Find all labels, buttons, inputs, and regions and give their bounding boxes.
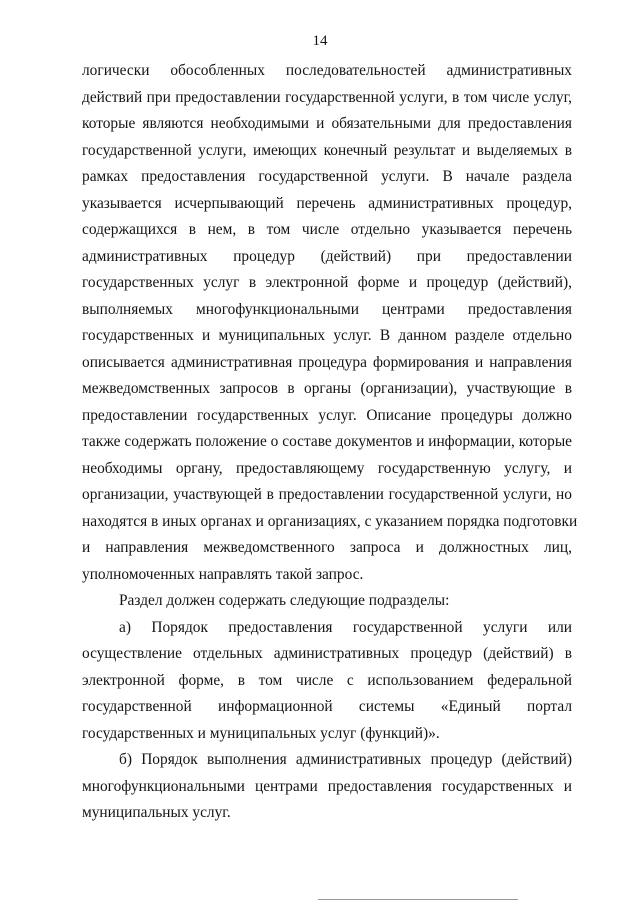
text-line: электронной форме, в том числе с использованием федеральной bbox=[82, 671, 572, 689]
text-line: содержащихся в нем, в том числе отдельно указывается перечень bbox=[82, 221, 572, 238]
paragraph bbox=[82, 58, 578, 588]
page-number: 14 bbox=[312, 33, 328, 49]
text-line: описывается административная процедура формирования и направления bbox=[82, 353, 572, 371]
text-line: государственной услуги, имеющих конечный результат и выделяемых в bbox=[82, 141, 572, 159]
text-line: уполномоченных направлять такой запрос. bbox=[82, 565, 364, 583]
text-line: межведомственных запросов в органы (организации), участвующие в bbox=[82, 380, 572, 397]
text-line: государственных и муниципальных услуг. В данном разделе отдельно bbox=[82, 327, 572, 344]
paragraph bbox=[82, 615, 572, 748]
text-line: многофункциональными центрами предоставления государственных и bbox=[82, 777, 572, 795]
text-line: находятся в иных органах и организациях, с указанием порядка подготовки bbox=[82, 512, 578, 530]
text-line: выполняемых многофункциональными центрами предоставления bbox=[82, 300, 572, 318]
text-line: осуществление отдельных административных процедур (действий) в bbox=[82, 645, 572, 662]
text-line: Раздел должен содержать следующие подразделы: bbox=[119, 592, 450, 609]
text-line: рамках предоставления государственной услуги. В начале раздела bbox=[82, 168, 572, 185]
text-line: а) Порядок предоставления государственной услуги или bbox=[119, 618, 572, 636]
text-line: муниципальных услуг. bbox=[82, 804, 231, 821]
text-line: б) Порядок выполнения административных процедур (действий) bbox=[119, 751, 572, 768]
text-line: предоставлении государственных услуг. Описание процедуры должно bbox=[82, 406, 572, 424]
text-line: действий при предоставлении государственной услуги, в том числе услуг, bbox=[82, 88, 572, 106]
text-line: государственной информационной системы «Единый портал bbox=[82, 698, 572, 715]
text-line: логически обособленных последовательностей административных bbox=[82, 62, 572, 79]
text-line: государственных услуг в электронной форме и процедур (действий), bbox=[82, 274, 572, 291]
paragraph bbox=[82, 747, 572, 827]
text-line: организации, участвующей в предоставлении государственной услуги, но bbox=[82, 486, 572, 503]
text-line: и направления межведомственного запроса и должностных лиц, bbox=[82, 539, 572, 556]
text-line: которые являются необходимыми и обязательными для предоставления bbox=[82, 115, 572, 132]
text-line: государственных и муниципальных услуг (функций)». bbox=[82, 724, 440, 742]
text-line: указывается исчерпывающий перечень административных процедур, bbox=[82, 194, 572, 212]
text-line: также содержать положение о составе документов и информации, которые bbox=[82, 433, 572, 450]
text-line: необходимы органу, предоставляющему государственную услугу, и bbox=[82, 459, 572, 477]
text-line: административных процедур (действий) при предоставлении bbox=[82, 247, 572, 265]
footer-rule bbox=[318, 899, 518, 900]
document-body bbox=[82, 58, 578, 827]
paragraph bbox=[82, 588, 572, 615]
